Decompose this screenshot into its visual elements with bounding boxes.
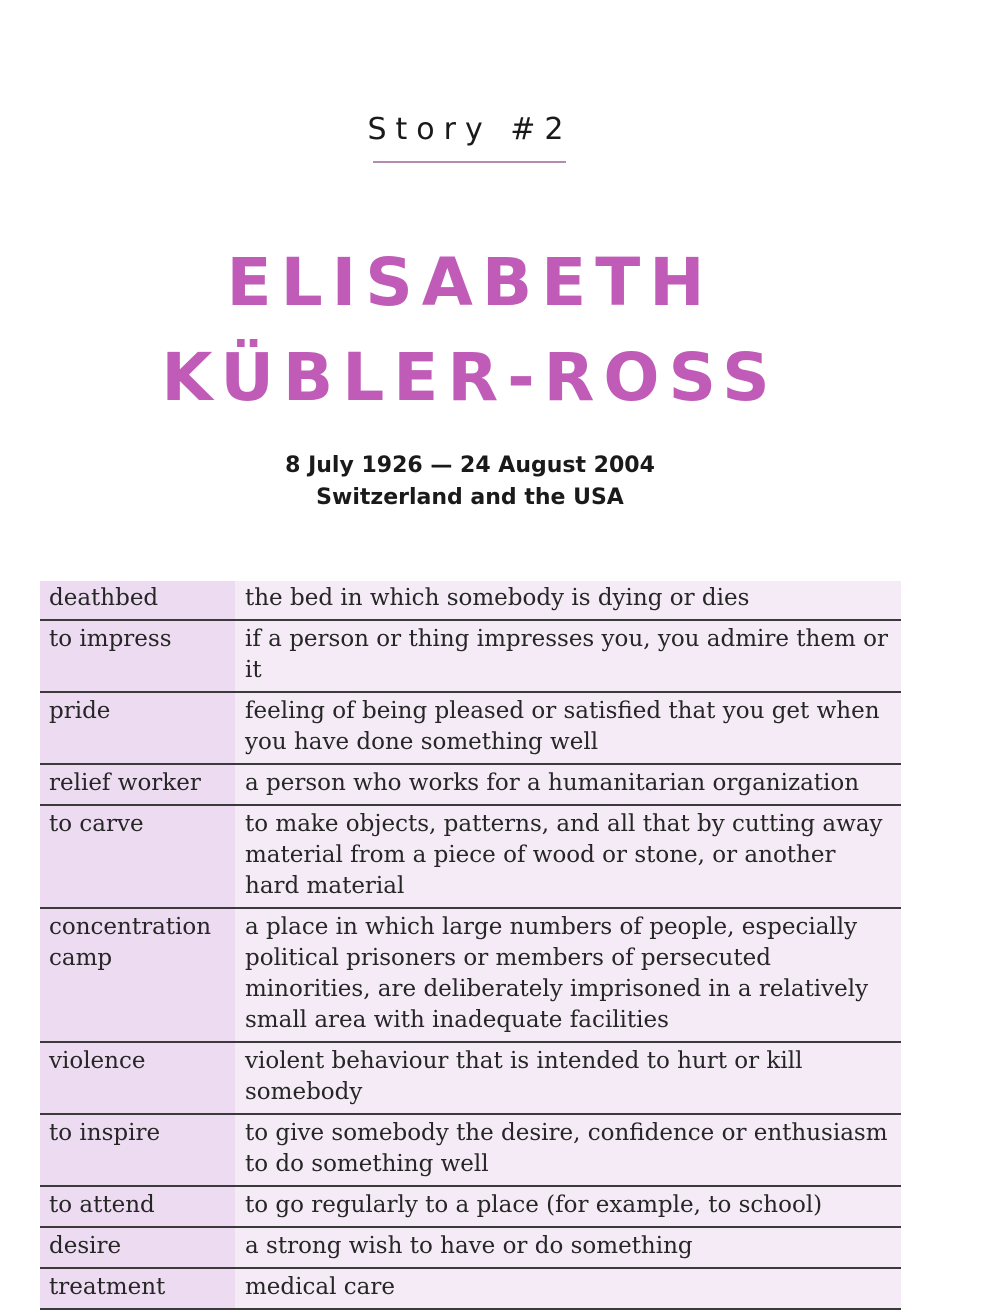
table-row bbox=[40, 581, 901, 620]
vocabulary-definition: feeling of being pleased or satisfied that you get when you have done something well bbox=[235, 692, 901, 764]
vocabulary-table bbox=[40, 581, 901, 1310]
table-row bbox=[40, 1042, 901, 1114]
table-row bbox=[40, 1186, 901, 1227]
table-row bbox=[40, 805, 901, 908]
vocabulary-definition: a place in which large numbers of people, especially political prisoners or members of persecuted minorities, are deliberately imprisoned in a relatively small area with inadequate facilities bbox=[235, 908, 901, 1042]
vocabulary-term: desire bbox=[40, 1227, 235, 1268]
person-name-first: ELISABETH bbox=[226, 244, 714, 321]
vocabulary-term: violence bbox=[40, 1042, 235, 1114]
vocabulary-definition: a strong wish to have or do something bbox=[235, 1227, 901, 1268]
vocabulary-term: pride bbox=[40, 692, 235, 764]
vocabulary-term: to inspire bbox=[40, 1114, 235, 1186]
vocabulary-definition: to give somebody the desire, confidence or enthusiasm to do something well bbox=[235, 1114, 901, 1186]
vocabulary-definition: to make objects, patterns, and all that by cutting away material from a piece of wood or stone, or another hard material bbox=[235, 805, 901, 908]
life-dates: 8 July 1926 — 24 August 2004 bbox=[285, 453, 655, 478]
vocabulary-term: to attend bbox=[40, 1186, 235, 1227]
story-label: Story #2 bbox=[367, 112, 573, 147]
table-row bbox=[40, 1227, 901, 1268]
story-underline bbox=[373, 161, 566, 163]
table-row bbox=[40, 908, 901, 1042]
person-name-last: KÜBLER-ROSS bbox=[161, 339, 779, 416]
vocabulary-definition: a person who works for a humanitarian organization bbox=[235, 764, 901, 805]
table-row bbox=[40, 1268, 901, 1309]
vocabulary-term: to carve bbox=[40, 805, 235, 908]
table-row bbox=[40, 1114, 901, 1186]
table-row bbox=[40, 764, 901, 805]
vocabulary-term: treatment bbox=[40, 1268, 235, 1309]
life-places: Switzerland and the USA bbox=[316, 485, 624, 510]
vocabulary-term: to impress bbox=[40, 620, 235, 692]
vocabulary-term: deathbed bbox=[40, 581, 235, 620]
vocabulary-definition: the bed in which somebody is dying or dies bbox=[235, 581, 901, 620]
vocabulary-definition: to go regularly to a place (for example, to school) bbox=[235, 1186, 901, 1227]
table-row bbox=[40, 692, 901, 764]
vocabulary-definition: violent behaviour that is intended to hurt or kill somebody bbox=[235, 1042, 901, 1114]
vocabulary-term: concentration camp bbox=[40, 908, 235, 1042]
vocabulary-term: relief worker bbox=[40, 764, 235, 805]
table-row bbox=[40, 620, 901, 692]
vocabulary-definition: if a person or thing impresses you, you admire them or it bbox=[235, 620, 901, 692]
vocabulary-definition: medical care bbox=[235, 1268, 901, 1309]
